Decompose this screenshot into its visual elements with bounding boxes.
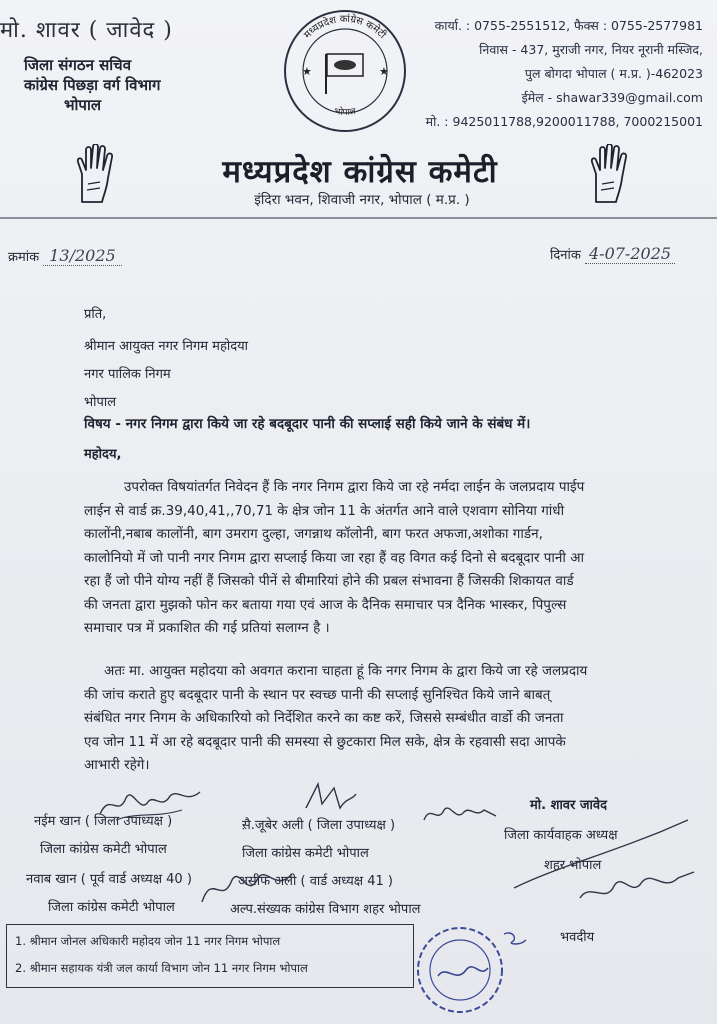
para2-line: एव जोन 11 में आ रहे बदबूदार पानी की समस्या से छुटकारा मिल सके, क्षेत्र के रहवासी सदा आपके <box>84 733 566 750</box>
signatory-2-name: स़ै.जूबेर अली ( जिला उपाध्यक्ष ) <box>242 818 396 833</box>
signatory-3 <box>26 870 192 918</box>
paragraph-2 <box>84 660 644 778</box>
svg-text:भोपाल <box>334 105 358 118</box>
signature-scribble-main <box>510 812 700 912</box>
contact-residence: निवास - 437, मुराजी नगर, नियर नूरानी मस्जिद, <box>479 42 703 57</box>
contact-office: कार्या. : 0755-2551512, फैक्स : 0755-2577981 <box>434 18 703 33</box>
signature-scribble-2 <box>300 778 360 818</box>
contact-mobile: मो. : 9425011788,9200011788, 7000215001 <box>425 114 703 129</box>
reference-number <box>8 246 122 265</box>
contact-block <box>403 14 703 134</box>
contact-email: ईमेल - shawar339@gmail.com <box>521 90 703 105</box>
signature-scribble-1 <box>96 784 206 824</box>
letterhead <box>0 0 717 232</box>
para1-line: कालोंनी,नबाब कालोंनी, बाग उमराग दुल्हा, जगन्नाथ कॉलोनी, बाग फरत अफजा,अशोका गार्डन, <box>84 526 543 542</box>
addressee-line3: भोपाल <box>84 395 117 410</box>
reference-value: 13/2025 <box>43 246 121 266</box>
date-value: 4-07-2025 <box>585 244 675 264</box>
signatory-2-org: जिला कांग्रेस कमेटी भोपाल <box>242 846 369 861</box>
committee-seal-icon <box>282 8 408 134</box>
para1-line: की जनता द्वारा मुझको फोन कर बताया गया एवं आज के दैनिक समाचार पत्र दैनिक भास्कर, पिपुल्स <box>84 596 567 613</box>
sender-city: भोपाल <box>64 96 102 114</box>
addressee-line1: श्रीमान आयुक्त नगर निगम महोदया <box>84 339 249 354</box>
addressee-line2: नगर पालिक निगम <box>84 367 171 382</box>
letter-subject: विषय - नगर निगम द्वारा किये जा रहे बदबूदार पानी की सप्लाई सही किये जाने के संबंध में। <box>84 416 531 432</box>
greeting: महोदय, <box>84 447 122 462</box>
copy-item-2: 2. श्रीमान सहायक यंत्री जल कार्या विभाग जोन 11 नगर निगम भोपाल <box>15 961 308 975</box>
signature-scribble-3 <box>420 800 500 830</box>
congress-hand-icon-left <box>70 144 118 206</box>
closing-text: भवदीय <box>560 930 595 945</box>
main-signatory-org: शहर भोपाल <box>544 858 602 873</box>
svg-text:★: ★ <box>379 65 389 78</box>
signatory-3-name: नवाब खान ( पूर्व वार्ड अध्यक्ष 40 ) <box>26 872 192 887</box>
signatory-1-org: जिला कांग्रेस कमेटी भोपाल <box>40 842 167 857</box>
main-signatory-name: मो. शावर जावेद <box>530 798 608 813</box>
svg-text:मध्यप्रदेश कांग्रेस कमेटी <box>302 13 388 41</box>
reference-label: क्रमांक <box>8 250 40 265</box>
signatory-4-org: अल्प.संख्यक कांग्रेस विभाग शहर भोपाल <box>230 902 421 917</box>
salutation-to: प्रति, <box>84 307 107 322</box>
paragraph-1 <box>84 476 644 641</box>
signatory-4-name: असीफ अली ( वार्ड अध्यक्ष 41 ) <box>238 874 393 889</box>
copies-box <box>6 924 414 988</box>
sender-designation: जिला संगठन सचिव <box>24 56 132 74</box>
main-signatory-designation: जिला कार्यवाहक अध्यक्ष <box>504 828 618 843</box>
committee-address: इंदिरा भवन, शिवाजी नगर, भोपाल ( म.प्र. ) <box>254 192 470 208</box>
para2-line: संबंधित नगर निगम के अधिकारियो को निर्देशित करने का कष्ट करें, जिससे सम्बंधीत वार्डो की जनता <box>84 710 564 726</box>
seal-text-bottom: भोपाल <box>333 106 357 118</box>
signature-scribble-4 <box>196 862 306 912</box>
sender-block <box>24 55 160 115</box>
sender-name: मो. शावर ( जावेद ) <box>0 18 173 43</box>
signatory-3-org: जिला कांग्रेस कमेटी भोपाल <box>48 900 175 915</box>
letter-date <box>550 244 675 263</box>
letterhead-divider <box>0 217 717 219</box>
signatory-2 <box>242 816 395 864</box>
para2-line: अतः मा. आयुक्त महोदया को अवगत कराना चाहता हूं कि नगर निगम के द्वारा किये जा रहे जलप्रदाय <box>104 663 588 679</box>
para2-line: आभारी रहेगे। <box>84 757 150 773</box>
seal-text-top: मध्यप्रदेश कांग्रेस कमेटी <box>302 14 388 41</box>
para1-line: कालोनियो में जो पानी नगर निगम द्वारा सप्लाई किया जा रहा हैं वह विगत कई दिनो से बदबूदार पानी आ <box>84 549 584 566</box>
contact-address: पुल बोगदा भोपाल ( म.प्र. )-462023 <box>524 66 703 81</box>
copy-item-1: 1. श्रीमान जोनल अधिकारी महोदय जोन 11 नगर निगम भोपाल <box>15 934 281 948</box>
committee-title: मध्यप्रदेश कांग्रेस कमेटी <box>222 154 498 190</box>
para1-line: उपरोक्त विषयांतर्गत निवेदन हैं कि नगर निगम द्वारा किये जा रहे नर्मदा लाईन के जलप्रदाय पाईप <box>124 479 585 495</box>
para1-line: समाचार पत्र में प्रकाशित की गई प्रतियां सलाग्न है । <box>84 620 330 636</box>
signatory-1-name: नईम खान ( जिला उपाध्यक्ष ) <box>34 814 173 829</box>
svg-text:★: ★ <box>302 65 312 78</box>
para2-line: की जांच कराते हुए बदबूदार पानी के स्थान पर स्वच्छ पानी की सप्लाई सुनिश्चित किये जाने बाबत् <box>84 686 551 703</box>
receipt-stamp-icon <box>408 920 532 1020</box>
sender-department: कांग्रेस पिछड़ा वर्ग विभाग <box>24 76 161 94</box>
para1-line: रहा हैं जो पीने योग्य नहीं हैं जिसको पीनें से बीमारियां होने की प्रबल संभावना हैं जिसकी शिकायत वार्ड <box>84 573 574 589</box>
para1-line: लाईन से वार्ड क्र.39,40,41,,70,71 के क्षेत्र जोन 11 के अंतर्गत आने वाले एशवाग सोनिया गांधी <box>84 502 565 519</box>
date-label: दिनांक <box>550 248 581 263</box>
